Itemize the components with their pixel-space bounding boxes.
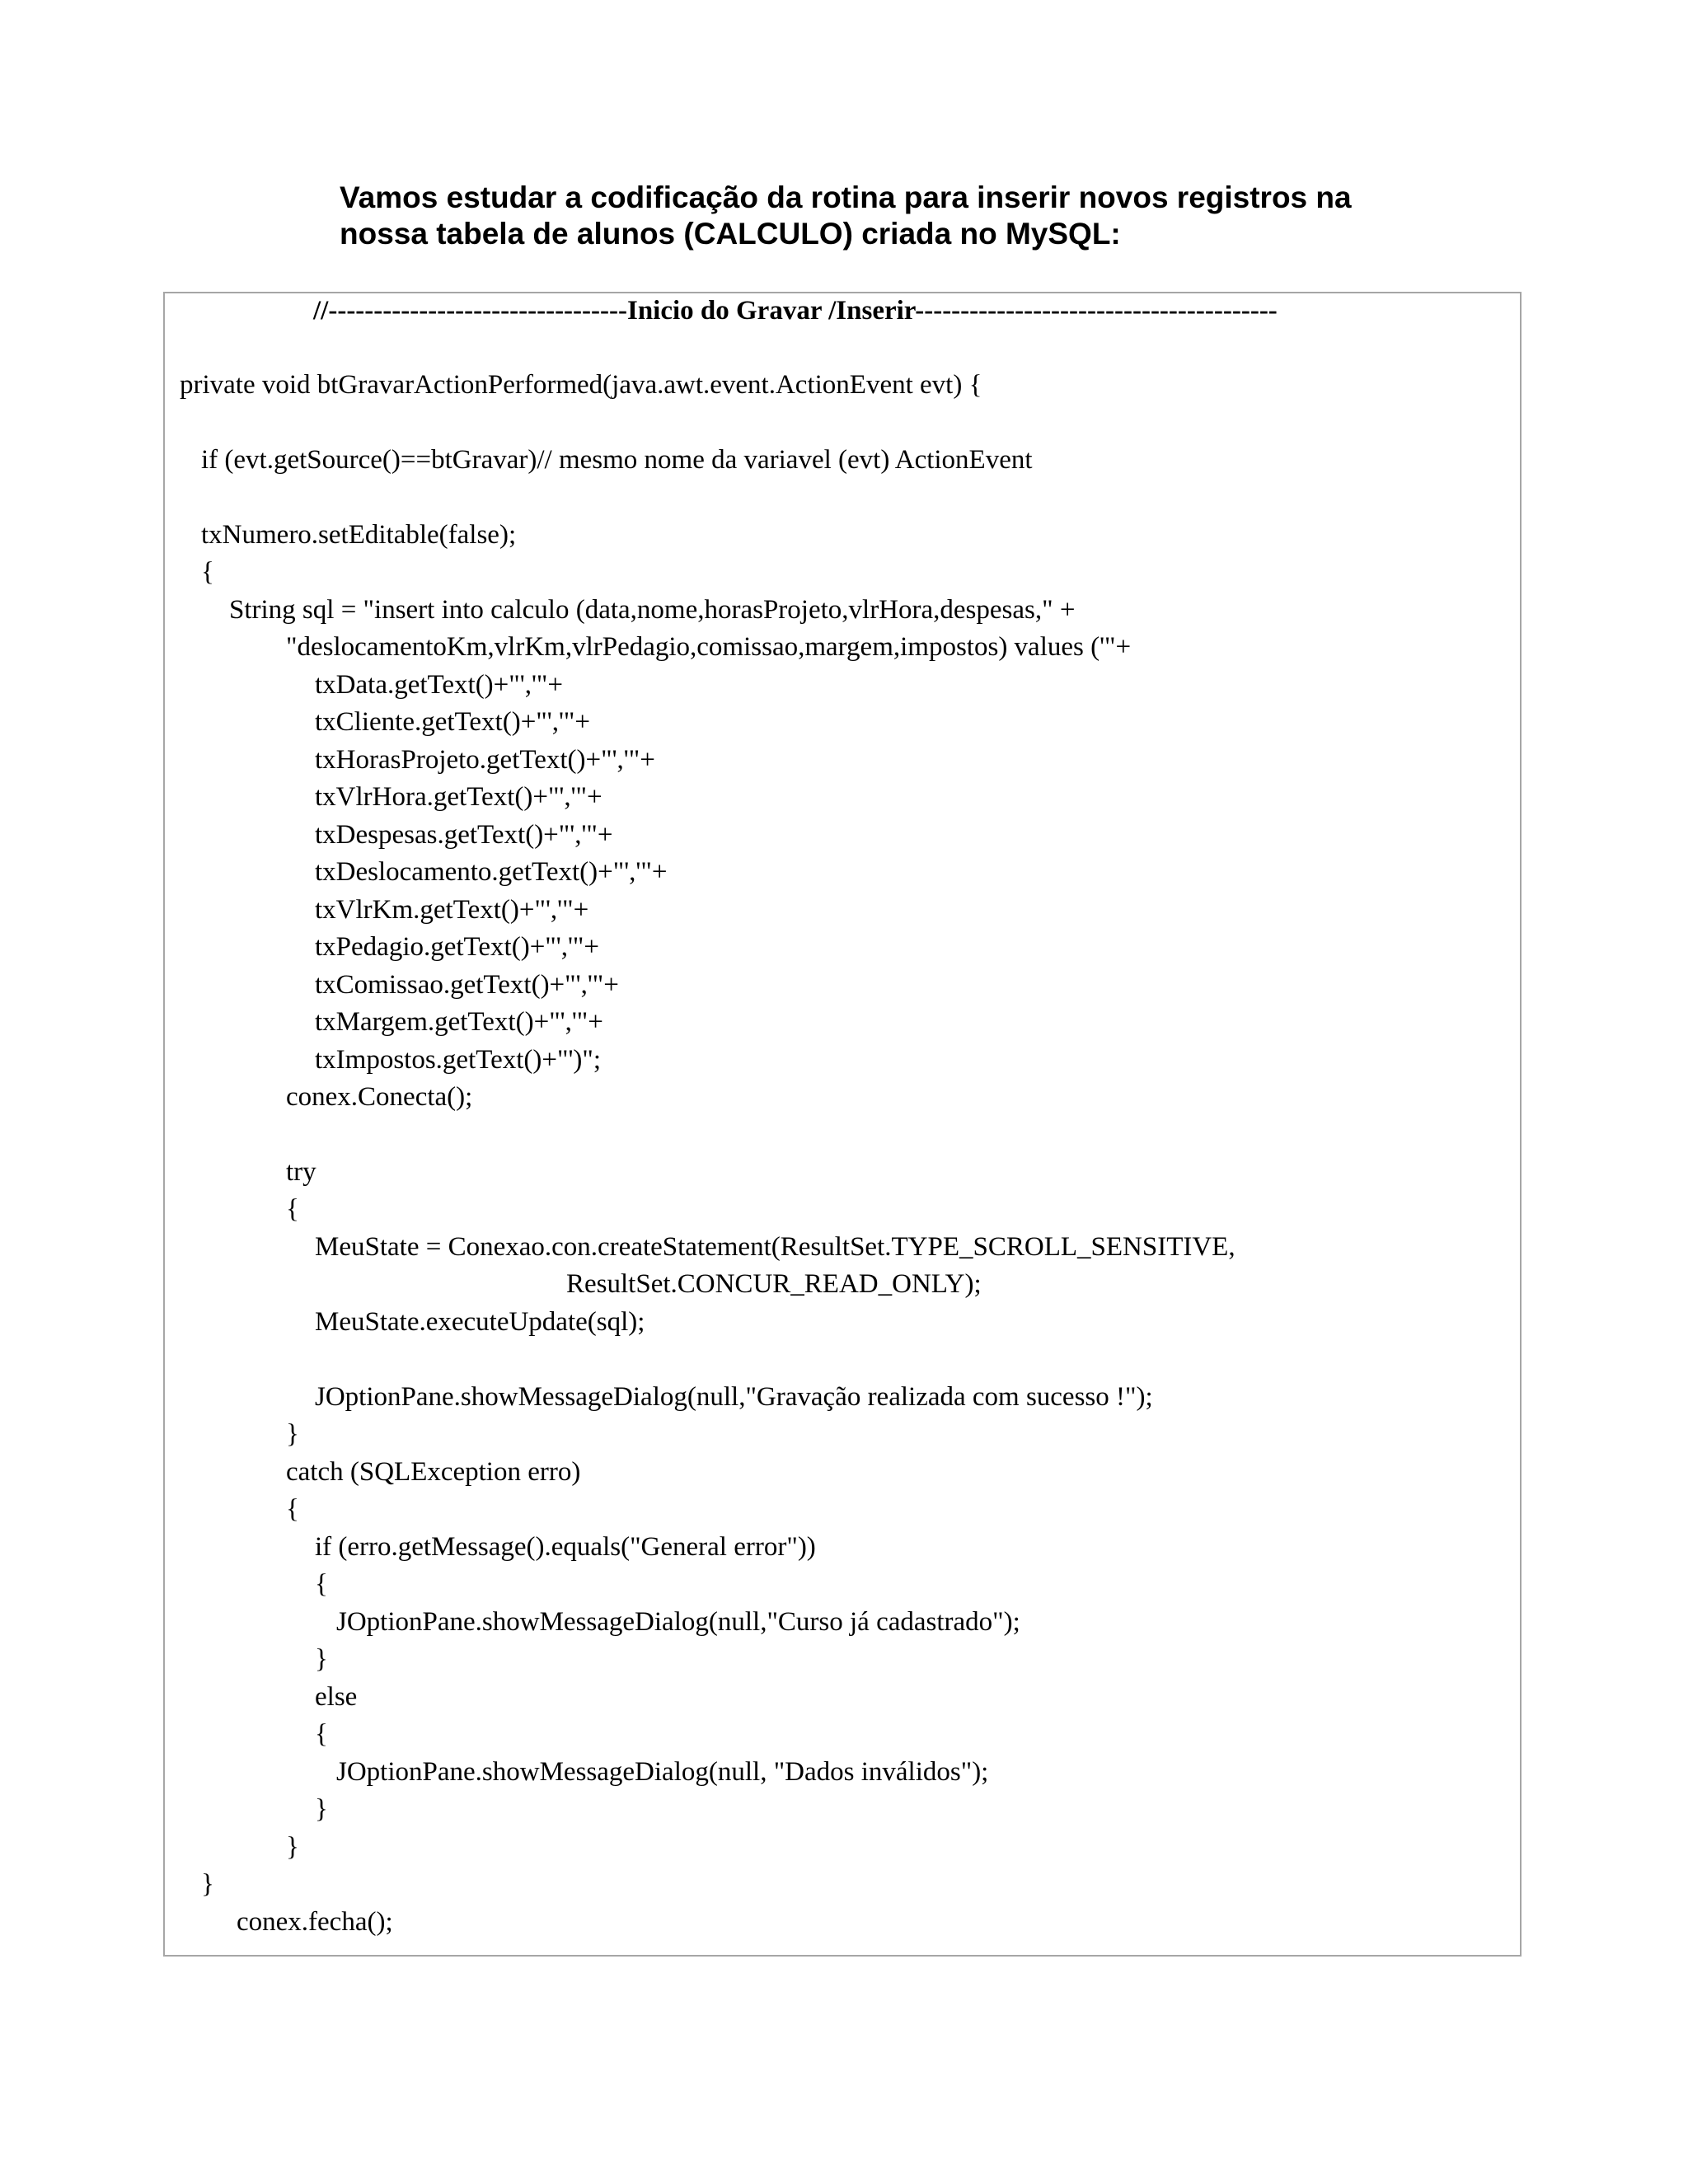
code-conecta: conex.Conecta(); xyxy=(286,1082,473,1112)
code-getter-line: txVlrHora.getText()+"','"+ xyxy=(315,782,603,812)
code-sql-line: String sql = "insert into calculo (data,nome,horasProjeto,vlrHora,despesas," + xyxy=(229,595,1076,625)
code-divider: //---------------------------------Inicio do Gravar /Inserir---------------------------------------- xyxy=(313,296,1278,326)
code-open-brace: { xyxy=(315,1719,328,1749)
code-fecha: conex.fecha(); xyxy=(237,1907,393,1937)
code-close-brace: } xyxy=(315,1794,328,1824)
code-getter-line: txMargem.getText()+"','"+ xyxy=(315,1007,603,1037)
code-meu-state-cont: ResultSet.CONCUR_READ_ONLY); xyxy=(566,1269,982,1299)
heading-line-2: nossa tabela de alunos (CALCULO) criada no MySQL: xyxy=(340,217,1121,251)
code-meu-state: MeuState = Conexao.con.createStatement(ResultSet.TYPE_SCROLL_SENSITIVE, xyxy=(315,1232,1236,1262)
code-show-success: JOptionPane.showMessageDialog(null,"Gravação realizada com sucesso !"); xyxy=(315,1382,1153,1412)
code-getter-line: txHorasProjeto.getText()+"','"+ xyxy=(315,745,655,775)
code-close-brace: } xyxy=(286,1832,299,1862)
code-getter-line: txCliente.getText()+"','"+ xyxy=(315,707,590,737)
code-try: try xyxy=(286,1157,316,1187)
code-getter-line: txDespesas.getText()+"','"+ xyxy=(315,820,613,850)
code-getter-line: txImpostos.getText()+"')"; xyxy=(315,1045,602,1075)
code-else: else xyxy=(315,1682,358,1712)
code-getter-line: txData.getText()+"','"+ xyxy=(315,670,563,700)
code-close-brace: } xyxy=(315,1644,328,1674)
page-heading xyxy=(340,180,1510,252)
code-open-brace: { xyxy=(201,557,214,587)
code-if-general-error: if (erro.getMessage().equals("General error")) xyxy=(315,1532,816,1562)
code-open-brace: { xyxy=(315,1569,328,1599)
code-getter-line: txPedagio.getText()+"','"+ xyxy=(315,932,600,962)
code-open-brace: { xyxy=(286,1194,299,1224)
code-close-brace: } xyxy=(286,1419,299,1449)
code-execute-update: MeuState.executeUpdate(sql); xyxy=(315,1307,645,1337)
code-close-brace: } xyxy=(201,1869,214,1899)
code-set-editable: txNumero.setEditable(false); xyxy=(201,520,517,550)
code-show-invalid: JOptionPane.showMessageDialog(null, "Dados inválidos"); xyxy=(336,1757,989,1787)
code-getter-line: txComissao.getText()+"','"+ xyxy=(315,970,619,1000)
code-catch: catch (SQLException erro) xyxy=(286,1457,581,1487)
code-method-signature: private void btGravarActionPerformed(java.awt.event.ActionEvent evt) { xyxy=(180,370,982,400)
code-getter-line: txDeslocamento.getText()+"','"+ xyxy=(315,857,668,887)
heading-line-1: Vamos estudar a codificação da rotina para inserir novos registros na xyxy=(340,180,1352,214)
code-sql-line: "deslocamentoKm,vlrKm,vlrPedagio,comissao,margem,impostos) values ('"+ xyxy=(286,632,1132,662)
code-if-source: if (evt.getSource()==btGravar)// mesmo nome da variavel (evt) ActionEvent xyxy=(201,445,1033,475)
code-getter-line: txVlrKm.getText()+"','"+ xyxy=(315,895,589,925)
code-show-curso: JOptionPane.showMessageDialog(null,"Curso já cadastrado"); xyxy=(336,1607,1020,1637)
code-open-brace: { xyxy=(286,1494,299,1524)
